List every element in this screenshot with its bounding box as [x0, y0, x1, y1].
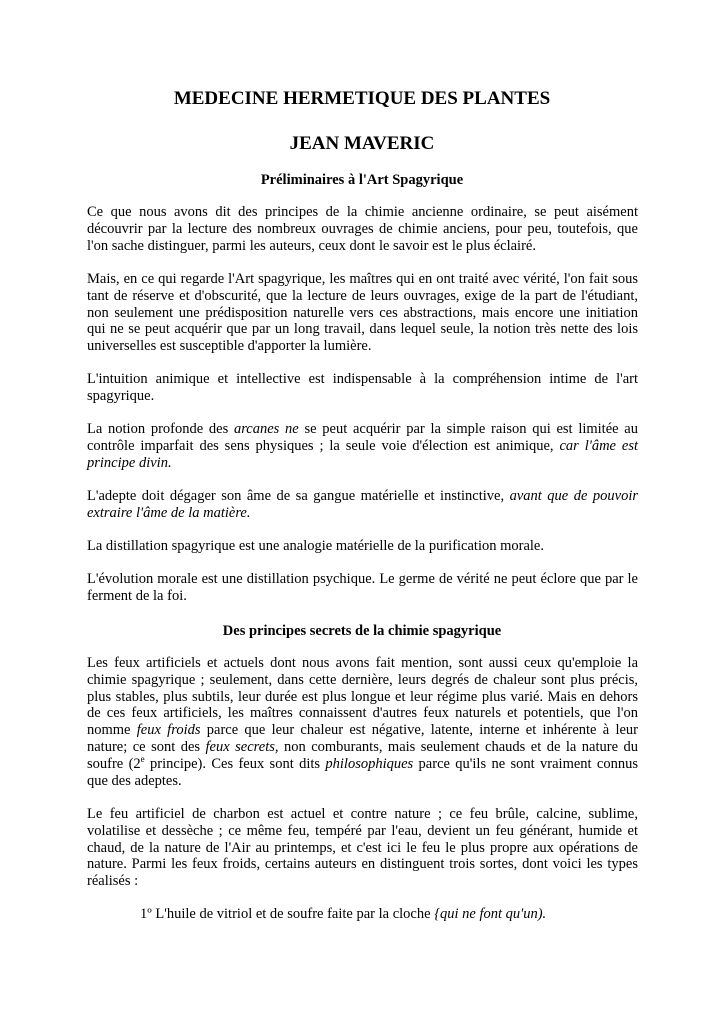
- paragraph-4: [87, 421, 638, 471]
- p4-text-a: La notion profonde des: [87, 421, 234, 437]
- item1-number: 1º: [140, 906, 152, 922]
- paragraph-6: La distillation spagyrique est une analogie matérielle de la purification morale.: [87, 538, 544, 554]
- p4-text-c: se peut acquérir par la simple raison qui est limitée au contrôle imparfait des sens physiques ; la seule voie d'élection est animique,: [87, 421, 638, 454]
- p8-text-c: parce que leur chaleur est négative, latente, interne et inhérente à leur nature; ce sont des: [87, 722, 638, 755]
- p8-italic-feux-secrets: feux secrets,: [205, 738, 279, 755]
- section-heading-preliminaires: Préliminaires à l'Art Spagyrique: [260, 172, 464, 188]
- p8-italic-philosophiques: philosophiques: [325, 755, 414, 772]
- paragraph-9: Le feu artificiel de charbon est actuel et contre nature ; ce feu brûle, calcine, sublime, volatilise et dessèche ; ce même feu, tempéré par l'eau, devient un feu générant, humide et chaud, de la nature de l'Air au printemps, et c'est ici le feu le plus propre aux opérations de nature. Parmi les feux froids, certains auteurs en distinguent trois sortes, dont voici les types réalisés :: [87, 806, 638, 890]
- p5-italic: avant que de pouvoir extraire l'âme de la matière.: [87, 488, 639, 521]
- paragraph-7: L'évolution morale est une distillation psychique. Le germe de vérité ne peut éclore que par le ferment de la foi.: [87, 571, 638, 604]
- paragraph-5: [87, 488, 638, 522]
- p4-italic-arcanes: arcanes ne: [233, 421, 299, 437]
- p8-text-a: Les feux artificiels et actuels dont nous avons fait mention, sont aussi ceux qu'emploie la chimie spagyrique ; seulement, dans cette dernière, leurs degrés de chaleur sont plus précis, plus stables, plus subtils, leur durée est plus longue et leur régime plus varié. Mais en dehors de ces feux artificiels, les maîtres connaissent d'autres feux naturels et potentiels, que l'on nomme: [87, 655, 638, 739]
- paragraph-3: L'intuition animique et intellective est indispensable à la compréhension intime de l'art spagyrique.: [87, 371, 638, 404]
- author-name: JEAN MAVERIC: [289, 133, 435, 154]
- p8-text-e: non comburants, mais seulement chauds et de la nature du soufre (2: [87, 738, 638, 772]
- p8-superscript: e: [140, 753, 145, 764]
- paragraph-8: [87, 655, 638, 789]
- item1-note: {qui ne font qu'un).: [434, 906, 547, 922]
- p8-italic-feux-froids: feux froids: [136, 722, 201, 739]
- list-item-1: [140, 906, 640, 923]
- p8-text-f: principe). Ces feux sont dits: [144, 755, 326, 772]
- document-title: MEDECINE HERMETIQUE DES PLANTES: [173, 88, 551, 109]
- p4-italic-ame: car l'âme est principe divin.: [87, 437, 638, 471]
- p8-text-h: parce qu'ils ne sont vraiment connus que des adeptes.: [87, 755, 638, 789]
- paragraph-2: Mais, en ce qui regarde l'Art spagyrique, les maîtres qui en ont traité avec vérité, l'on fait sous tant de réserve et d'obscurité, que la lecture de leurs ouvrages, exige de la part de l'étudiant, non seulement une prédisposition naturelle vers ces abstractions, mais encore une initiation qui ne se peut acquérir que par un long travail, dans lequel seule, la notion très nette des lois universelles est susceptible d'apporter la lumière.: [87, 271, 638, 355]
- section-heading-principes: Des principes secrets de la chimie spagyrique: [222, 623, 502, 639]
- paragraph-1: Ce que nous avons dit des principes de la chimie ancienne ordinaire, se peut aisément découvrir par la lecture des nombreux ouvrages de chimie anciens, pour peu, toutefois, que l'on sache distinguer, parmi les auteurs, ceux dont le savoir est le plus éclairé.: [87, 204, 638, 254]
- p5-text-a: L'adepte doit dégager son âme de sa gangue matérielle et instinctive,: [87, 488, 510, 504]
- item1-text: L'huile de vitriol et de soufre faite par la cloche: [151, 906, 435, 922]
